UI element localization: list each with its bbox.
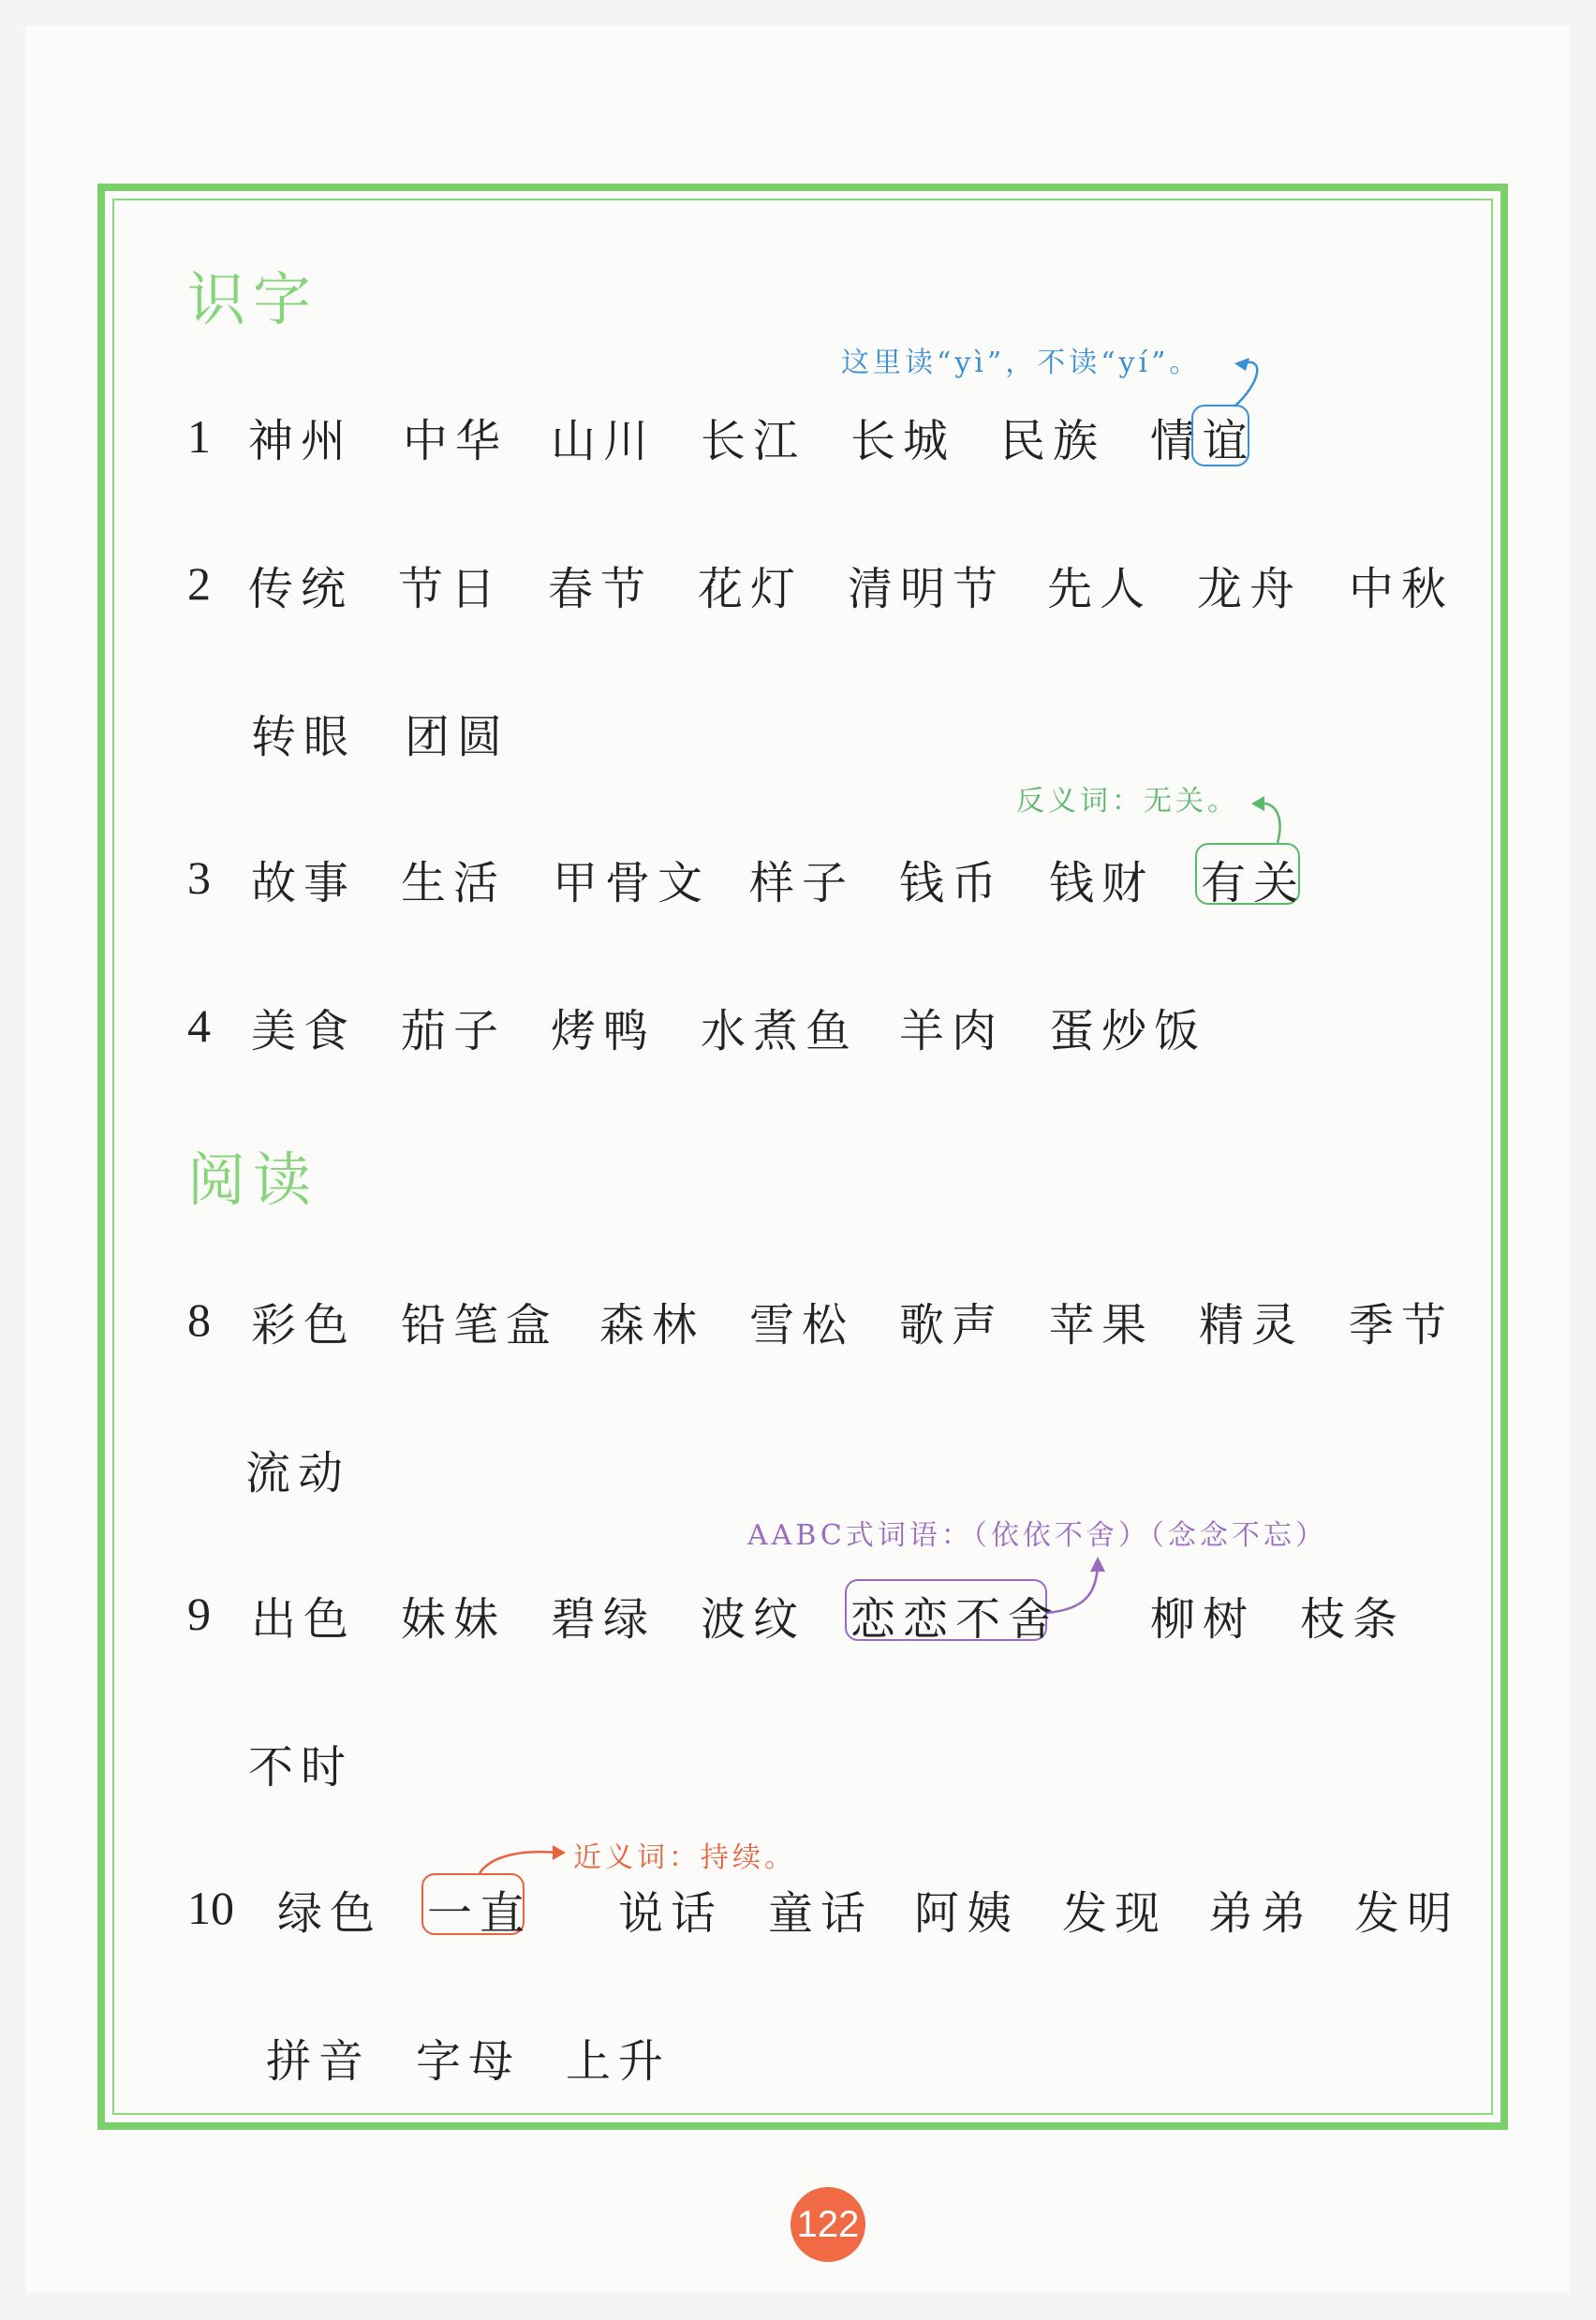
vocab-word: 弟弟 — [1208, 1887, 1314, 1940]
vocab-word: 季节 — [1349, 1299, 1455, 1352]
vocab-word: 转眼 — [251, 711, 357, 763]
vocab-word-highlighted: 一直 — [427, 1887, 533, 1940]
arrow-aabc — [1047, 1566, 1098, 1613]
vocab-word: 生活 — [401, 857, 507, 909]
vocab-word: 发明 — [1354, 1887, 1460, 1940]
vocab-word: 中秋 — [1349, 563, 1455, 615]
section-title-yuedu: 阅读 — [187, 1145, 319, 1214]
vocab-word: 歌声 — [899, 1299, 1005, 1352]
vocab-word: 先人 — [1047, 563, 1153, 615]
vocab-word: 字母 — [416, 2035, 522, 2088]
vocab-word-highlighted: 有关 — [1201, 857, 1307, 909]
vocab-word: 龙舟 — [1197, 563, 1303, 615]
vocab-word: 故事 — [251, 857, 357, 909]
vocab-word: 钱财 — [1049, 857, 1155, 909]
vocab-word: 妹妹 — [401, 1593, 507, 1646]
vocab-word: 上升 — [566, 2035, 672, 2088]
vocab-word: 童话 — [768, 1887, 874, 1940]
row-number: 3 — [187, 851, 211, 904]
vocab-word: 绿色 — [277, 1887, 383, 1940]
row-number: 4 — [187, 999, 211, 1052]
arrow-head-green — [1251, 796, 1264, 811]
note-aabc: AABC式词语：（依依不舍）（念念不忘） — [747, 1519, 1327, 1552]
vocab-word: 团圆 — [405, 711, 510, 763]
arrow-head-purple — [1090, 1557, 1105, 1572]
row-number: 8 — [187, 1293, 211, 1346]
vocab-word: 样子 — [749, 857, 855, 909]
row-number: 9 — [187, 1588, 211, 1640]
vocab-word: 甲骨文 — [553, 857, 711, 909]
vocab-word: 烤鸭 — [551, 1005, 657, 1057]
vocab-word: 阿姨 — [914, 1887, 1020, 1940]
vocab-word: 森林 — [599, 1299, 705, 1352]
vocab-word: 发现 — [1062, 1887, 1168, 1940]
vocab-word: 节日 — [398, 563, 504, 615]
vocab-word: 羊肉 — [899, 1005, 1005, 1057]
vocab-word: 山川 — [551, 415, 657, 467]
vocab-word: 苹果 — [1049, 1299, 1155, 1352]
vocab-word: 碧绿 — [551, 1593, 657, 1646]
vocab-word: 清明节 — [848, 563, 1006, 615]
vocab-word: 柳树 — [1150, 1593, 1256, 1646]
vocab-word: 长城 — [850, 415, 956, 467]
arrow-head-blue — [1234, 358, 1249, 371]
vocab-word: 雪松 — [749, 1299, 855, 1352]
arrow-synonym — [480, 1852, 558, 1873]
note-antonym: 反义词：无关。 — [1016, 785, 1239, 818]
vocab-word: 花灯 — [698, 563, 804, 615]
row-number: 10 — [187, 1882, 234, 1934]
page-number-badge: 122 — [791, 2187, 865, 2262]
vocab-word: 流动 — [245, 1447, 351, 1500]
vocab-word: 中华 — [403, 415, 509, 467]
vocab-word: 长江 — [701, 415, 806, 467]
vocab-word-highlighted: 恋恋不舍 — [850, 1593, 1061, 1646]
vocab-word: 波纹 — [701, 1593, 806, 1646]
arrow-head-orange — [553, 1845, 566, 1860]
note-synonym: 近义词：持续。 — [573, 1841, 796, 1874]
vocab-word: 钱币 — [899, 857, 1005, 909]
vocab-word: 说话 — [618, 1887, 724, 1940]
vocab-word: 蛋炒饭 — [1049, 1005, 1207, 1057]
vocab-word: 传统 — [248, 563, 354, 615]
vocab-word: 出色 — [251, 1593, 357, 1646]
vocab-word: 水煮鱼 — [701, 1005, 859, 1057]
vocab-word: 枝条 — [1300, 1593, 1406, 1646]
vocab-word: 彩色 — [251, 1299, 357, 1352]
vocab-word: 美食 — [251, 1005, 357, 1057]
vocab-word: 铅笔盒 — [401, 1299, 559, 1352]
vocab-word: 民族 — [1000, 415, 1106, 467]
section-title-shizi: 识字 — [187, 265, 319, 333]
vocab-word: 拼音 — [266, 2035, 372, 2088]
vocab-word-highlighted: 情谊 — [1150, 415, 1256, 467]
row-number: 1 — [187, 410, 211, 463]
vocab-word: 春节 — [548, 563, 654, 615]
vocab-word: 精灵 — [1199, 1299, 1305, 1352]
row-number: 2 — [187, 557, 211, 610]
vocab-word: 神州 — [248, 415, 354, 467]
vocab-word: 茄子 — [401, 1005, 507, 1057]
vocab-word: 不时 — [248, 1741, 354, 1794]
note-pronunciation: 这里读“yì”，不读“yí”。 — [841, 347, 1202, 379]
